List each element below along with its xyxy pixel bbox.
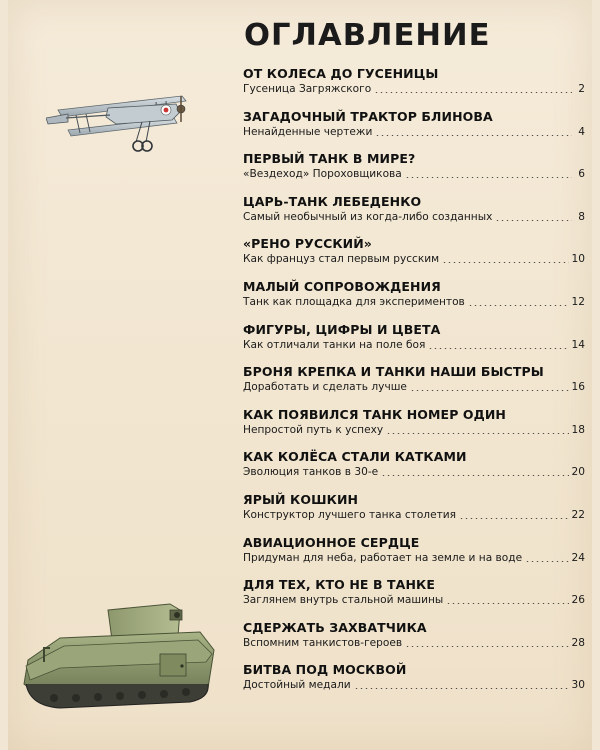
dot-leader [381,475,568,476]
toc-entry [243,109,585,152]
page-number: 14 [571,338,585,351]
toc-entry-subtitle: Конструктор лучшего танка столетия [243,508,457,521]
toc-entry [243,194,585,237]
page-number: 10 [571,253,585,266]
toc-entry-subtitle: Как француз стал первым русским [243,253,440,266]
toc-entry-title: МАЛЫЙ СОПРОВОЖДЕНИЯ [243,278,441,294]
toc-entry [243,535,585,578]
dot-leader [410,390,569,391]
toc-entry-title: «РЕНО РУССКИЙ» [243,236,372,252]
toc-entry-title: ЗАГАДОЧНЫЙ ТРАКТОР БЛИНОВА [243,108,493,124]
toc-entry [243,662,585,705]
page-number: 20 [571,466,585,479]
toc-entry-line [243,678,585,692]
toc-entry-title: КАК ПОЯВИЛСЯ ТАНК НОМЕР ОДИН [243,406,506,422]
toc-entry-subtitle: Танк как площадка для экспериментов [243,295,465,308]
page-number: 18 [571,423,585,436]
toc-entry-line [243,82,585,96]
dot-leader [405,177,572,178]
toc-entry [243,151,585,194]
toc-entry-title: БИТВА ПОД МОСКВОЙ [243,662,407,678]
dot-leader [374,92,572,93]
toc-entry-subtitle: Эволюция танков в 30-е [243,466,379,479]
tank-icon [20,588,218,718]
toc-entry-title: ДЛЯ ТЕХ, КТО НЕ В ТАНКЕ [243,577,435,593]
toc-entry-line [243,167,585,181]
toc-entry-line [243,380,585,394]
toc-entry-subtitle: Придуман для неба, работает на земле и на воде [243,551,523,564]
toc-entry-subtitle: Заглянем внутрь стальной машины [243,594,444,607]
toc-entry-subtitle: «Вездеход» Пороховщикова [243,168,402,181]
toc-entry-subtitle: Как отличали танки на поле боя [243,338,426,351]
toc-entry-line [243,423,585,437]
toc-entry-title: ПЕРВЫЙ ТАНК В МИРЕ? [243,151,416,167]
toc-entry-title: ФИГУРЫ, ЦИФРЫ И ЦВЕТА [243,321,441,337]
dot-leader [495,220,572,221]
page-number: 26 [571,594,585,607]
toc-entry [243,322,585,365]
toc-entry-line [243,295,585,309]
toc-entry-line [243,551,585,565]
toc-entry-line [243,465,585,479]
dot-leader [525,561,568,562]
page-number: 16 [571,381,585,394]
page-number: 28 [571,636,585,649]
toc-entry [243,620,585,663]
toc-entry-title: ЯРЫЙ КОШКИН [243,491,359,507]
page-number: 12 [571,295,585,308]
page-number: 6 [578,168,585,181]
book-page [8,0,592,750]
biplane-icon [46,90,192,156]
toc-entry-title: ЦАРЬ-ТАНК ЛЕБЕДЕНКО [243,193,422,209]
toc-entry-subtitle: Достойный медали [243,679,351,692]
dot-leader [442,262,568,263]
dot-leader [468,305,569,306]
toc-entry [243,279,585,322]
table-of-contents [243,66,585,705]
page-number: 30 [571,679,585,692]
toc-entry-line [243,636,585,650]
toc-entry-subtitle: Самый необычный из когда-либо созданных [243,210,493,223]
toc-entry-line [243,508,585,522]
page-number: 4 [578,125,585,138]
toc-entry [243,577,585,620]
toc-entry-subtitle: Вспомним танкистов-героев [243,636,403,649]
toc-entry-subtitle: Непростой путь к успеху [243,423,384,436]
toc-entry-subtitle: Ненайденные чертежи [243,125,373,138]
toc-entry-line [243,210,585,224]
page-title: ОГЛАВЛЕНИЕ [244,18,491,53]
toc-entry-title: СДЕРЖАТЬ ЗАХВАТЧИКА [243,619,427,635]
toc-entry-subtitle: Доработать и сделать лучше [243,381,407,394]
toc-entry [243,66,585,109]
toc-entry [243,364,585,407]
toc-entry [243,407,585,450]
toc-entry-line [243,125,585,139]
toc-entry [243,236,585,279]
toc-entry-line [243,593,585,607]
toc-entry-title: АВИАЦИОННОЕ СЕРДЦЕ [243,534,420,550]
page-number: 24 [571,551,585,564]
page-number: 22 [571,508,585,521]
toc-entry [243,492,585,535]
dot-leader [354,688,569,689]
toc-entry-title: КАК КОЛЁСА СТАЛИ КАТКАМИ [243,449,467,465]
dot-leader [405,646,568,647]
dot-leader [446,603,568,604]
toc-entry-subtitle: Гусеница Загряжского [243,83,372,95]
dot-leader [428,348,568,349]
toc-entry-line [243,252,585,266]
toc-entry-title: БРОНЯ КРЕПКА И ТАНКИ НАШИ БЫСТРЫ [243,364,544,380]
toc-entry-line [243,338,585,352]
dot-leader [375,135,572,136]
toc-entry [243,449,585,492]
dot-leader [386,433,568,434]
page-number: 8 [578,210,585,223]
page-number: 2 [578,83,585,95]
toc-entry-title: ОТ КОЛЕСА ДО ГУСЕНИЦЫ [243,66,439,81]
dot-leader [459,518,568,519]
